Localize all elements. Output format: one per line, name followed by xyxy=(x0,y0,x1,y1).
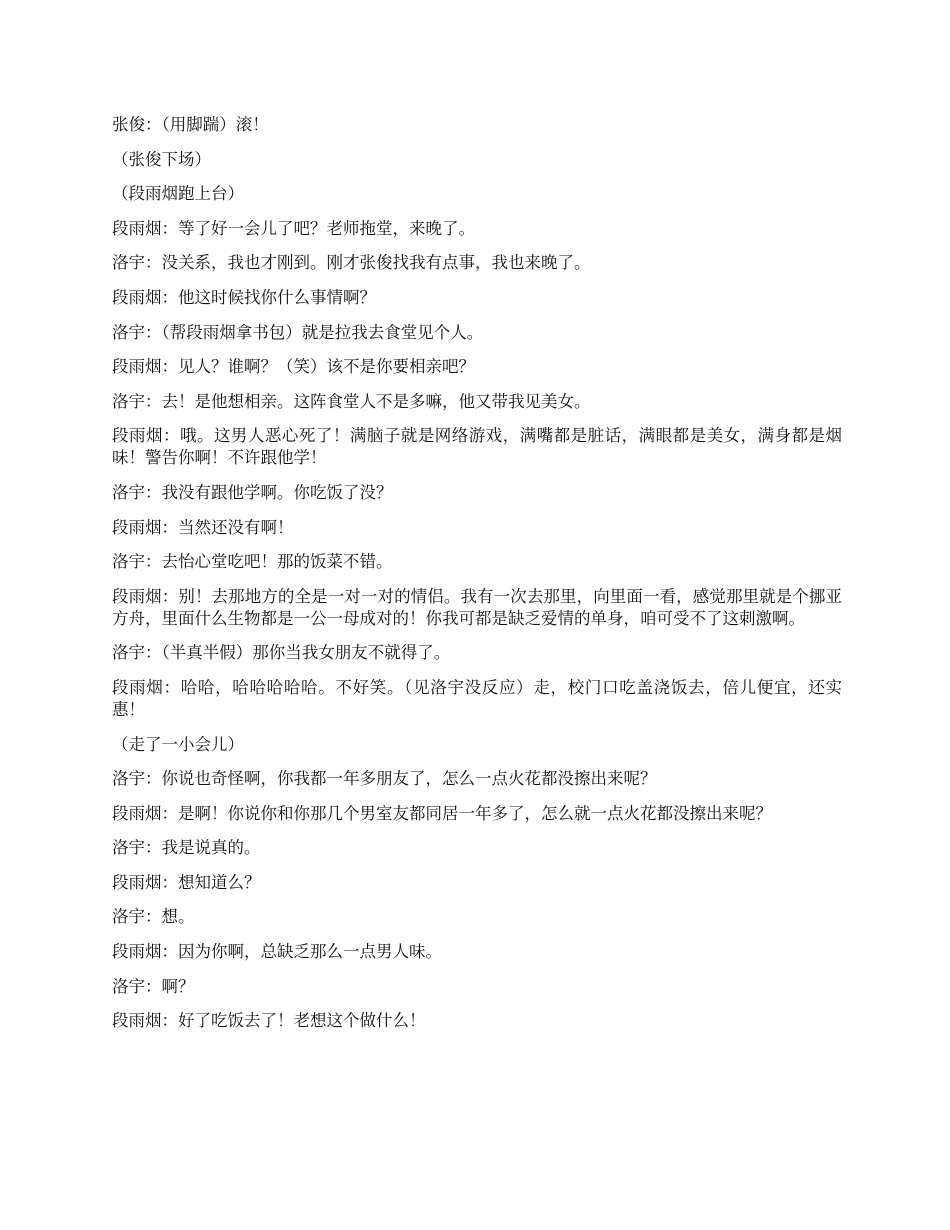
document-page xyxy=(112,114,842,1045)
script-line: 段雨烟：等了好一会儿了吧？老师拖堂，来晚了。 xyxy=(112,218,475,238)
script-line: 洛宇：我没有跟他学啊。你吃饭了没？ xyxy=(112,482,393,502)
script-line: 段雨烟：哈哈，哈哈哈哈哈。不好笑。（见洛宇没反应）走，校门口吃盖浇饭去，倍儿便宜，还实惠！ xyxy=(112,677,842,719)
script-line: 洛宇：（半真半假）那你当我女朋友不就得了。 xyxy=(112,643,451,663)
script-line: 洛宇：没关系，我也才刚到。刚才张俊找我有点事，我也来晚了。 xyxy=(112,253,591,273)
script-line: 洛宇：去！是他想相亲。这阵食堂人不是多嘛，他又带我见美女。 xyxy=(112,391,591,411)
script-line: 张俊：（用脚踹）滚！ xyxy=(112,115,269,134)
script-line: 段雨烟：因为你啊，总缺乏那么一点男人味。 xyxy=(112,942,442,962)
stage-direction: （张俊下场） xyxy=(112,149,211,169)
stage-direction: （走了一小会儿） xyxy=(112,734,244,754)
script-line: 段雨烟：他这时候找你什么事情啊？ xyxy=(112,287,376,307)
script-line: 段雨烟：别！去那地方的全是一对一对的情侣。我有一次去那里，向里面一看，感觉那里就是个挪亚方舟，里面什么生物都是一公一母成对的！你我可都是缺乏爱情的单身，咱可受不了这刺激啊。 xyxy=(112,586,842,628)
script-line: 洛宇：想。 xyxy=(112,907,195,927)
script-line: 段雨烟：好了吃饭去了！老想这个做什么！ xyxy=(112,1011,426,1031)
script-line: 段雨烟：当然还没有啊！ xyxy=(112,517,294,537)
script-line: 段雨烟：想知道么？ xyxy=(112,872,261,892)
script-line: 洛宇：去怡心堂吃吧！那的饭菜不错。 xyxy=(112,552,393,572)
script-line: 段雨烟：是啊！你说你和你那几个男室友都同居一年多了，怎么就一点火花都没擦出来呢？ xyxy=(112,803,772,823)
script-line: 段雨烟：见人？谁啊？（笑）该不是你要相亲吧？ xyxy=(112,357,475,377)
script-line: 洛宇：啊？ xyxy=(112,976,195,996)
script-line: 洛宇：（帮段雨烟拿书包）就是拉我去食堂见个人。 xyxy=(112,322,484,342)
script-line: 洛宇：我是说真的。 xyxy=(112,838,261,858)
stage-direction: （段雨烟跑上台） xyxy=(112,184,244,204)
script-line: 洛宇：你说也奇怪啊，你我都一年多朋友了，怎么一点火花都没擦出来呢？ xyxy=(112,769,657,789)
script-line: 段雨烟：哦。这男人恶心死了！满脑子就是网络游戏，满嘴都是脏话，满眼都是美女，满身都是烟味！警告你啊！不许跟他学！ xyxy=(112,426,842,468)
